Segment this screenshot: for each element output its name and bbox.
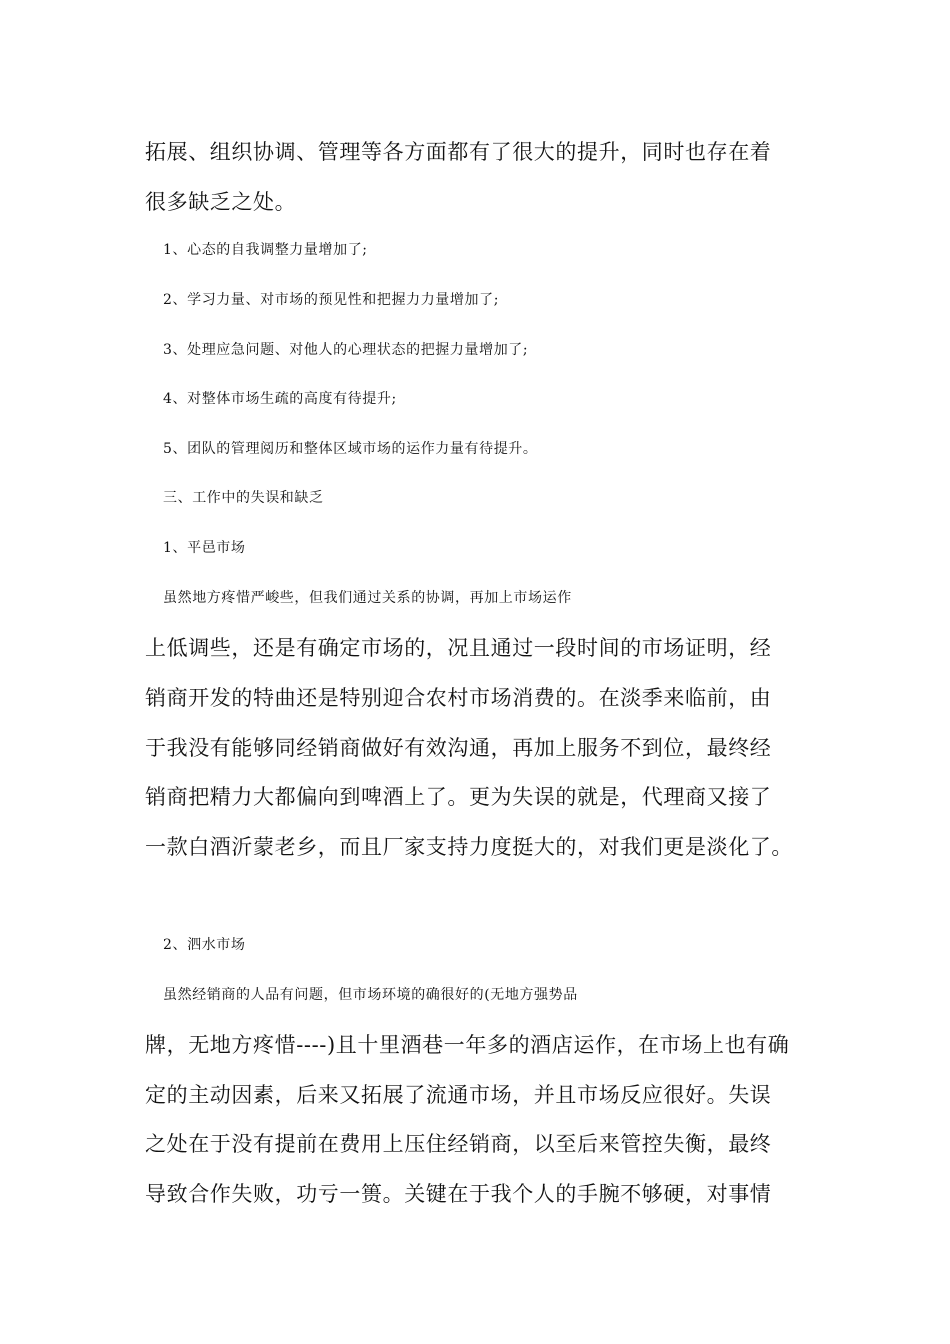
paragraph-line: 定的主动因素，后来又拓展了流通市场，并且市场反应很好。失误 — [145, 1083, 772, 1107]
paragraph-line: 拓展、组织协调、管理等各方面都有了很大的提升，同时也存在着 — [145, 140, 772, 164]
paragraph-line: 导致合作失败，功亏一篑。关键在于我个人的手腕不够硬，对事情 — [145, 1182, 772, 1206]
paragraph-line: 牌，无地方疼惜----)且十里酒巷一年多的酒店运作，在市场上也有确 — [145, 1033, 790, 1057]
list-item-2: 2、学习力量、对市场的预见性和把握力力量增加了; — [163, 292, 500, 308]
paragraph-line: 销商把精力大都偏向到啤酒上了。更为失误的就是，代理商又接了 — [145, 785, 772, 809]
paragraph-line: 虽然经销商的人品有问题，但市场环境的确很好的(无地方强势品 — [163, 987, 578, 1003]
subsection-heading-pingyi: 1、平邑市场 — [163, 540, 246, 556]
subsection-heading-sishui: 2、泗水市场 — [163, 937, 246, 953]
list-item-5: 5、团队的管理阅历和整体区域市场的运作力量有待提升。 — [163, 441, 538, 457]
list-item-3: 3、处理应急问题、对他人的心理状态的把握力量增加了; — [163, 342, 529, 358]
paragraph-line: 销商开发的特曲还是特别迎合农村市场消费的。在淡季来临前，由 — [145, 686, 772, 710]
section-heading: 三、工作中的失误和缺乏 — [163, 490, 324, 506]
paragraph-line: 之处在于没有提前在费用上压住经销商，以至后来管控失衡，最终 — [145, 1132, 772, 1156]
paragraph-line: 上低调些，还是有确定市场的，况且通过一段时间的市场证明，经 — [145, 636, 772, 660]
list-item-4: 4、对整体市场生疏的高度有待提升; — [163, 391, 397, 407]
paragraph-line: 于我没有能够同经销商做好有效沟通，再加上服务不到位，最终经 — [145, 736, 772, 760]
paragraph-line: 一款白酒沂蒙老乡，而且厂家支持力度挺大的，对我们更是淡化了。 — [145, 835, 793, 859]
paragraph-line: 虽然地方疼惜严峻些，但我们通过关系的协调，再加上市场运作 — [163, 590, 572, 606]
list-item-1: 1、心态的自我调整力量增加了; — [163, 242, 368, 258]
paragraph-line: 很多缺乏之处。 — [145, 190, 297, 214]
